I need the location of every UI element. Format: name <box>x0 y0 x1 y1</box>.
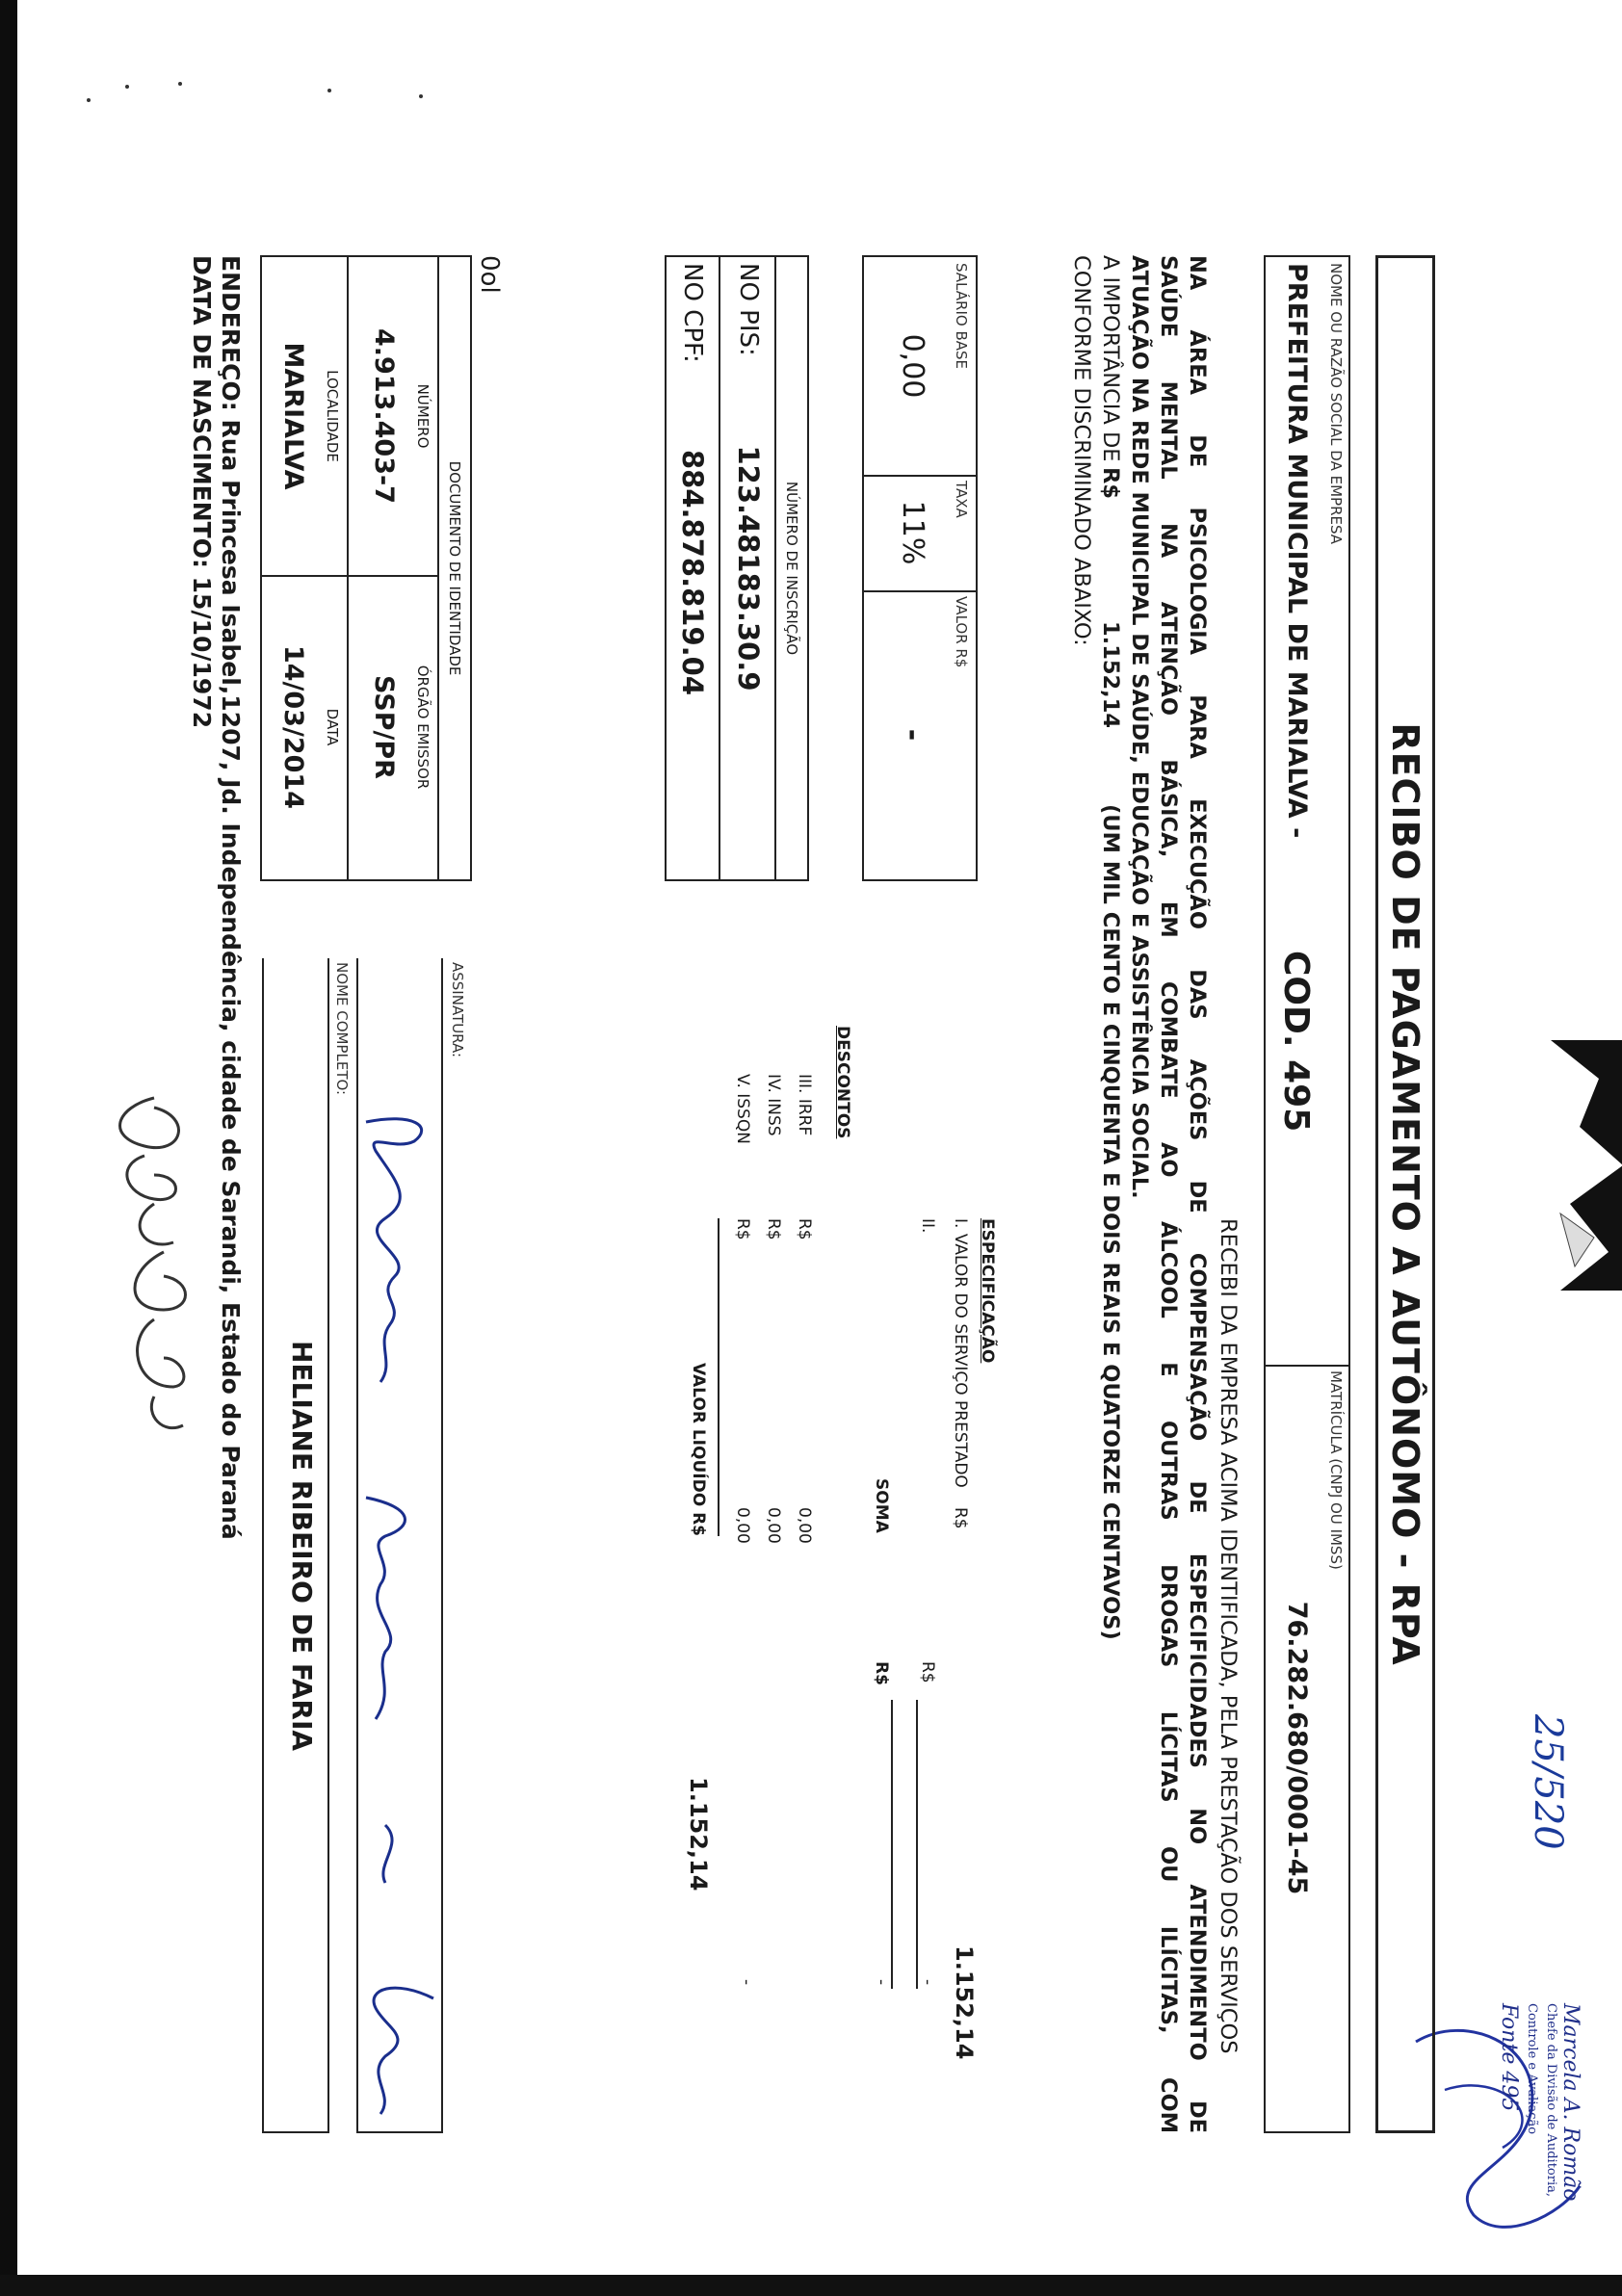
orgao-label: ÓRGÃO EMISSOR <box>414 665 432 790</box>
issqn-currency: R$ <box>733 1218 752 1240</box>
rpa-form <box>188 255 1435 2133</box>
intro-line: RECEBI DA EMPRESA ACIMA IDENTIFICADA, PELA PRESTAÇÃO DOS SERVIÇOS <box>1216 1218 1241 2054</box>
liquido-value: 1.152,14 <box>685 1777 712 1892</box>
issqn-label: V. ISSQN <box>733 1074 752 1144</box>
body-line-1: NA ÁREA DE PSICOLOGIA PARA EXECUÇÃO DAS AÇÕES DE COMPENSAÇÃO DE ESPECIFICIDADES NO ATENDIMENTO DE <box>1185 255 1210 2133</box>
documento-box <box>260 255 472 881</box>
torn-paper-mark <box>1541 1040 1622 1291</box>
stamp-note: Fonte 495 <box>1497 2003 1521 2112</box>
stamp-role: Chefe da Divisão de Auditoria, <box>1544 2003 1558 2198</box>
inscricao-header: NÚMERO DE INSCRIÇÃO <box>774 257 807 879</box>
descontos-line <box>718 1218 719 1536</box>
item2-value: - <box>918 1979 937 1986</box>
nome-completo-value: HELIANE RIBEIRO DE FARIA <box>286 1340 318 1752</box>
cpf-value: 884.878.819.04 <box>676 450 709 696</box>
soma-line <box>891 1700 893 1989</box>
company-code: COD. 495 <box>1276 951 1316 1133</box>
valor-label: VALOR R$ <box>953 596 970 668</box>
cpf-label: NO CPF: <box>678 263 707 363</box>
especificacao-title: ESPECIFICAÇÃO <box>978 1218 997 1364</box>
body-line-2: SAÚDE MENTAL NA ATENÇÃO BÁSICA, EM COMBATE AO ÁLCOOL E OUTRAS DROGAS LÍCITAS OU ILÍCITAS, COM <box>1156 255 1181 2133</box>
nome-completo-label: NOME COMPLETO: <box>333 962 351 1096</box>
handwritten-signature <box>337 958 472 2133</box>
taxa-label: TAXA <box>953 481 970 518</box>
pis-row <box>719 257 774 879</box>
orgao-value: SSP/PR <box>369 675 399 779</box>
taxa-value: 11% <box>896 500 929 565</box>
inss-label: IV. INSS <box>764 1074 783 1136</box>
cpf-row <box>665 257 719 879</box>
liquido-label: VALOR LIQUÍDO R$ <box>689 1363 708 1536</box>
scan-border-left <box>0 0 17 2296</box>
inscricao-box <box>665 255 809 881</box>
stamp-department: Controle e Avaliação <box>1525 2003 1539 2135</box>
company-row <box>1264 255 1350 2133</box>
salario-base-label: SALÁRIO BASE <box>953 263 970 369</box>
form-title: RECIBO DE PAGAMENTO A AUTÔNOMO - RPA <box>1375 255 1435 2133</box>
soma-value: - <box>872 1979 891 1986</box>
irrf-label: III. IRRF <box>795 1074 814 1136</box>
nascimento-text: DATA DE NASCIMENTO: 15/10/1972 <box>188 255 216 729</box>
assinatura-label: ASSINATURA: <box>449 962 466 1058</box>
item2-currency: R$ <box>918 1661 937 1683</box>
salario-box <box>862 255 978 881</box>
company-label: NOME OU RAZÃO SOCIAL DA EMPRESA <box>1327 263 1345 545</box>
stamp-name: Marcela A. Romão <box>1558 2003 1583 2202</box>
descontos-title: DESCONTOS <box>833 1026 852 1139</box>
company-name: PREFEITURA MUNICIPAL DE MARIALVA - <box>1282 263 1312 839</box>
amount-value: 1.152,14 <box>1098 621 1123 729</box>
pis-label: NO PIS: <box>734 263 763 356</box>
data-label: DATA <box>324 708 341 746</box>
item1-label: I. VALOR DO SERVIÇO PRESTADO <box>951 1218 970 1488</box>
item2-label: II. <box>918 1218 937 1234</box>
amount-currency: R$ <box>1098 467 1123 499</box>
numero-label: NÚMERO <box>414 383 432 449</box>
matricula-value: 76.282.680/0001-45 <box>1282 1601 1312 1895</box>
data-col <box>262 575 347 879</box>
localidade-label: LOCALIDADE <box>324 370 341 462</box>
documento-row-1 <box>347 257 437 879</box>
amount-words: (UM MIL CENTO E CINQUENTA E DOIS REAIS E QUATORZE CENTAVOS) <box>1098 804 1123 1640</box>
documento-header: DOCUMENTO DE IDENTIDADE <box>437 257 470 879</box>
footer <box>187 255 245 2133</box>
issqn-value: 0,00 <box>733 1507 752 1544</box>
ool-mark: 0ol <box>475 255 504 294</box>
amount-prefix: A IMPORTÂNCIA DE <box>1098 255 1123 462</box>
signature-box <box>260 958 472 2133</box>
numero-col <box>349 257 437 577</box>
salario-base-col <box>864 257 976 477</box>
liquido-dash: - <box>737 1979 756 1986</box>
inss-currency: R$ <box>764 1218 783 1240</box>
endereco-text: ENDEREÇO: Rua Princesa Isabel,1207, Jd. Independência, cidade de Sarandi, Estado do Paraná <box>217 255 245 1540</box>
pis-value: 123.48183.30.9 <box>732 445 765 691</box>
inss-value: 0,00 <box>764 1507 783 1544</box>
orgao-col <box>349 575 437 879</box>
valor-value: - <box>896 728 929 742</box>
scan-border-bottom <box>0 2275 1622 2296</box>
valor-col <box>864 590 976 879</box>
company-cell <box>1266 257 1348 1367</box>
soma-currency: R$ <box>872 1661 891 1685</box>
soma-label: SOMA <box>872 1478 891 1533</box>
numero-value: 4.913.403-7 <box>369 327 399 504</box>
localidade-value: MARIALVA <box>278 342 308 490</box>
handwritten-reference: 25/520 <box>1526 1714 1570 1850</box>
body-line-3: ATUAÇÃO NA REDE MUNICIPAL DE SAÚDE, EDUCAÇÃO E ASSISTÊNCIA SOCIAL. <box>1127 255 1152 1199</box>
irrf-value: 0,00 <box>795 1507 814 1544</box>
data-value: 14/03/2014 <box>278 644 308 809</box>
conforme-text: CONFORME DISCRIMINADO ABAIXO: <box>1069 255 1094 646</box>
documento-row-2 <box>262 257 347 879</box>
matricula-cell <box>1266 1365 1348 2131</box>
localidade-col <box>262 257 347 577</box>
item2-line <box>916 1700 918 1989</box>
irrf-currency: R$ <box>795 1218 814 1240</box>
item1-currency: R$ <box>951 1507 970 1529</box>
matricula-label: MATRÍCULA (CNPJ OU IMSS) <box>1327 1370 1345 1570</box>
item1-value: 1.152,14 <box>951 1945 978 2060</box>
salario-base-value: 0,00 <box>896 333 929 399</box>
taxa-col <box>864 475 976 592</box>
scan-specks <box>87 77 491 116</box>
